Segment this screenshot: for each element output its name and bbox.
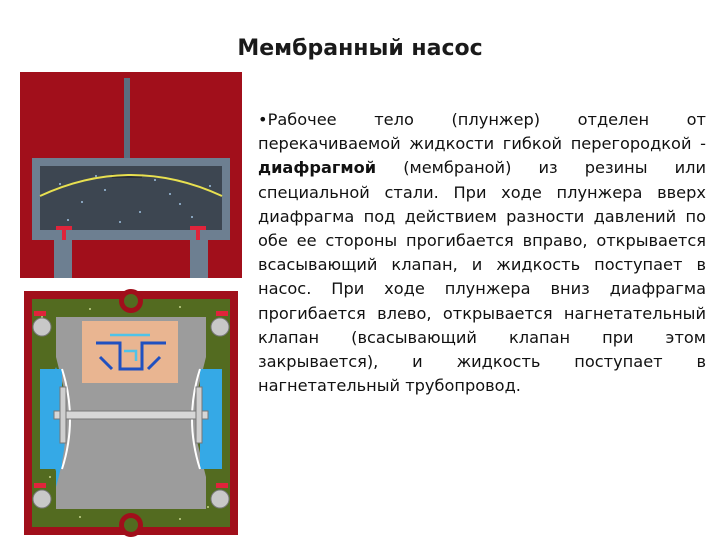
- body-paragraph: [258, 108, 706, 398]
- diaphragm-pump-illustration: [20, 287, 242, 540]
- paragraph-text-end: (мембраной) из резины или специальной стали. При ходе плунжера вверх диафрагма под действием разности давлений по обе ее стороны прогибается вправо, открывается всасывающий клапан, и жидкость поступает в насос. При ходе плунжера вниз диафрагма прогибается влево, открывается нагнетательный клапан (всасывающий клапан при этом закрывается), и жидкость поступает в нагнетательный трубопровод.: [258, 158, 706, 396]
- paragraph-text-start: Рабочее тело (плунжер) отделен от перекачиваемой жидкости гибкой перегородкой -: [258, 110, 706, 154]
- bullet-glyph: •: [258, 110, 268, 129]
- diaphragm-cylinder-illustration: [20, 72, 242, 278]
- slide-title: Мембранный насос: [237, 36, 483, 61]
- bold-term-diaphragm: диафрагмой: [258, 158, 377, 178]
